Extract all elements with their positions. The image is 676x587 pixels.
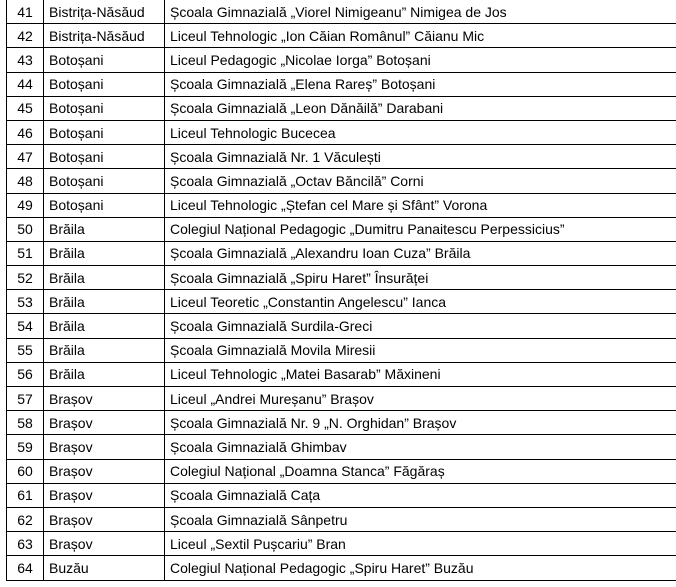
table-row xyxy=(7,556,676,580)
county-cell: Brăila xyxy=(44,314,165,338)
row-number-cell: 42 xyxy=(7,24,44,48)
county-cell: Brăila xyxy=(44,217,165,241)
county-cell: Brașov xyxy=(44,507,165,531)
row-number-cell: 58 xyxy=(7,411,44,435)
table-row xyxy=(7,72,676,96)
row-number-cell: 62 xyxy=(7,507,44,531)
county-cell: Botoșani xyxy=(44,145,165,169)
row-number-cell: 45 xyxy=(7,96,44,120)
table-row xyxy=(7,362,676,386)
county-cell: Bistrița-Năsăud xyxy=(44,24,165,48)
county-cell: Bistrița-Năsăud xyxy=(44,0,165,24)
table-row xyxy=(7,387,676,411)
county-cell: Botoșani xyxy=(44,193,165,217)
row-number-cell: 51 xyxy=(7,241,44,265)
county-cell: Botoșani xyxy=(44,48,165,72)
table-row xyxy=(7,459,676,483)
table-row xyxy=(7,193,676,217)
county-cell: Brăila xyxy=(44,290,165,314)
school-name-cell: Liceul Tehnologic „Matei Basarab” Măxineni xyxy=(165,362,676,386)
table-row xyxy=(7,24,676,48)
county-cell: Brăila xyxy=(44,266,165,290)
table-row xyxy=(7,411,676,435)
table-row xyxy=(7,48,676,72)
row-number-cell: 53 xyxy=(7,290,44,314)
county-cell: Buzău xyxy=(44,556,165,580)
row-number-cell: 61 xyxy=(7,483,44,507)
school-name-cell: Colegiul Național „Doamna Stanca” Făgăraș xyxy=(165,459,676,483)
row-number-cell: 56 xyxy=(7,362,44,386)
table-row xyxy=(7,120,676,144)
school-name-cell: Școala Gimnazială „Viorel Nimigeanu” Nimigea de Jos xyxy=(165,0,676,24)
row-number-cell: 57 xyxy=(7,387,44,411)
row-number-cell: 60 xyxy=(7,459,44,483)
row-number-cell: 55 xyxy=(7,338,44,362)
school-name-cell: Școala Gimnazială „Leon Dănăilă” Darabani xyxy=(165,96,676,120)
county-cell: Brașov xyxy=(44,483,165,507)
county-cell: Brașov xyxy=(44,532,165,556)
school-name-cell: Școala Gimnazială Cața xyxy=(165,483,676,507)
county-cell: Botoșani xyxy=(44,169,165,193)
table-row xyxy=(7,241,676,265)
school-name-cell: Liceul Tehnologic „Ștefan cel Mare și Sfânt” Vorona xyxy=(165,193,676,217)
school-name-cell: Liceul „Andrei Mureșanu” Brașov xyxy=(165,387,676,411)
table-row xyxy=(7,217,676,241)
row-number-cell: 47 xyxy=(7,145,44,169)
school-name-cell: Școala Gimnazială „Spiru Haret” Însurăței xyxy=(165,266,676,290)
county-cell: Brăila xyxy=(44,362,165,386)
table-row xyxy=(7,435,676,459)
school-name-cell: Liceul „Sextil Pușcariu” Bran xyxy=(165,532,676,556)
schools-table-body xyxy=(7,0,676,580)
row-number-cell: 50 xyxy=(7,217,44,241)
school-name-cell: Școala Gimnazială Nr. 1 Văculești xyxy=(165,145,676,169)
row-number-cell: 52 xyxy=(7,266,44,290)
table-row xyxy=(7,532,676,556)
row-number-cell: 63 xyxy=(7,532,44,556)
county-cell: Brăila xyxy=(44,241,165,265)
table-row xyxy=(7,96,676,120)
row-number-cell: 64 xyxy=(7,556,44,580)
county-cell: Brașov xyxy=(44,387,165,411)
school-name-cell: Colegiul Național Pedagogic „Spiru Haret” Buzău xyxy=(165,556,676,580)
school-name-cell: Liceul Teoretic „Constantin Angelescu” Ianca xyxy=(165,290,676,314)
county-cell: Botoșani xyxy=(44,72,165,96)
row-number-cell: 41 xyxy=(7,0,44,24)
county-cell: Brașov xyxy=(44,435,165,459)
table-row xyxy=(7,314,676,338)
school-name-cell: Școala Gimnazială „Octav Băncilă” Corni xyxy=(165,169,676,193)
table-row xyxy=(7,266,676,290)
county-cell: Botoșani xyxy=(44,120,165,144)
school-name-cell: Liceul Tehnologic Bucecea xyxy=(165,120,676,144)
row-number-cell: 54 xyxy=(7,314,44,338)
table-row xyxy=(7,338,676,362)
school-name-cell: Școala Gimnazială „Elena Rareș” Botoșani xyxy=(165,72,676,96)
county-cell: Botoșani xyxy=(44,96,165,120)
table-row xyxy=(7,290,676,314)
school-name-cell: Școala Gimnazială Ghimbav xyxy=(165,435,676,459)
school-name-cell: Școala Gimnazială Nr. 9 „N. Orghidan” Brașov xyxy=(165,411,676,435)
row-number-cell: 46 xyxy=(7,120,44,144)
row-number-cell: 59 xyxy=(7,435,44,459)
table-row xyxy=(7,0,676,24)
row-number-cell: 49 xyxy=(7,193,44,217)
table-row xyxy=(7,145,676,169)
row-number-cell: 44 xyxy=(7,72,44,96)
row-number-cell: 43 xyxy=(7,48,44,72)
school-name-cell: Liceul Pedagogic „Nicolae Iorga” Botoșani xyxy=(165,48,676,72)
row-number-cell: 48 xyxy=(7,169,44,193)
school-name-cell: Școala Gimnazială „Alexandru Ioan Cuza” Brăila xyxy=(165,241,676,265)
table-row xyxy=(7,507,676,531)
county-cell: Brașov xyxy=(44,411,165,435)
county-cell: Brăila xyxy=(44,338,165,362)
table-row xyxy=(7,483,676,507)
schools-table xyxy=(6,0,676,581)
school-name-cell: Liceul Tehnologic „Ion Căian Românul” Căianu Mic xyxy=(165,24,676,48)
school-name-cell: Școala Gimnazială Movila Miresii xyxy=(165,338,676,362)
school-name-cell: Colegiul Național Pedagogic „Dumitru Panaitescu Perpessicius” xyxy=(165,217,676,241)
table-row xyxy=(7,169,676,193)
county-cell: Brașov xyxy=(44,459,165,483)
school-name-cell: Școala Gimnazială Sânpetru xyxy=(165,507,676,531)
school-name-cell: Școala Gimnazială Surdila-Greci xyxy=(165,314,676,338)
